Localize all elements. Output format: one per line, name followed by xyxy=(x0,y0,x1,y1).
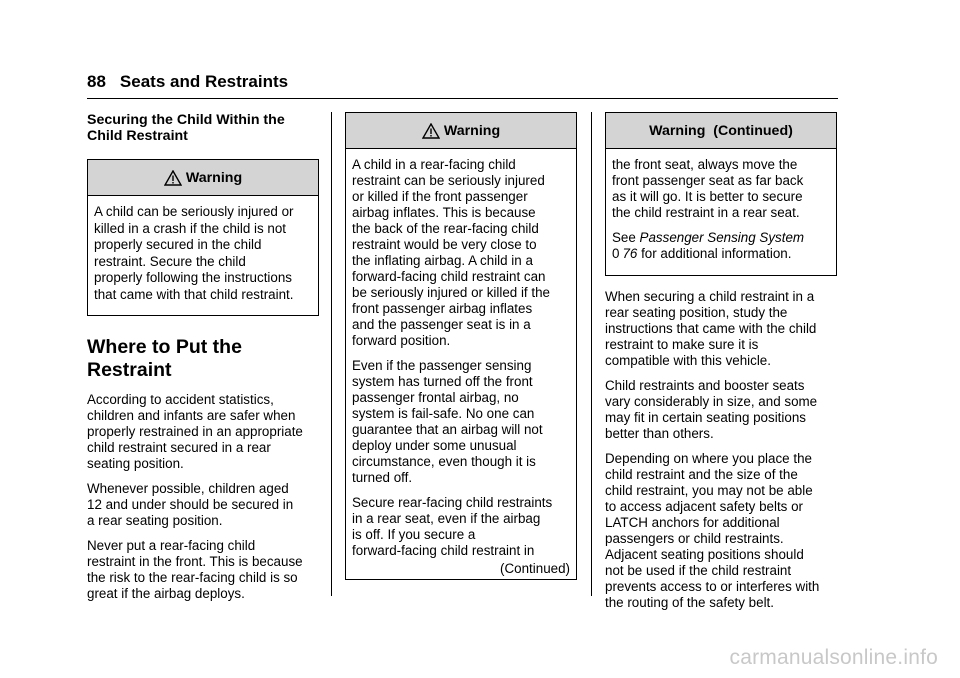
text-line: Whenever possible, children aged xyxy=(87,480,289,496)
text-line: deploy under some unusual xyxy=(352,438,517,453)
text-line: the back of the rear-facing child xyxy=(352,221,539,236)
warning-icon xyxy=(164,170,182,186)
warning-body xyxy=(88,196,318,315)
text-line: system has turned off the front xyxy=(352,374,533,389)
text-line: or killed if the front passenger xyxy=(352,189,528,204)
text-line: child restraint secured in a rear xyxy=(87,439,271,455)
text-line: to access adjacent safety belts or xyxy=(605,499,803,514)
text-line: and the passenger seat is in a xyxy=(352,317,531,332)
text-fragment: for additional information. xyxy=(637,246,792,261)
warning-box xyxy=(605,112,837,276)
text-line: Secure rear-facing child restraints xyxy=(352,495,553,510)
column-divider xyxy=(591,112,592,596)
warning-line: A child can be seriously injured or xyxy=(94,204,294,219)
header-rule xyxy=(87,98,838,99)
warning-header xyxy=(88,160,318,196)
text-line: guarantee that an airbag will not xyxy=(352,422,543,437)
warning-box xyxy=(345,112,577,580)
cross-reference[interactable]: Passenger Sensing System xyxy=(639,230,805,245)
text-line: front passenger airbag inflates xyxy=(352,301,533,316)
text-line: According to accident statistics, xyxy=(87,391,274,407)
warning-header xyxy=(606,113,836,149)
text-line: forward-facing child restraint in xyxy=(352,543,535,558)
subheading-line: Restraint xyxy=(87,358,172,381)
warning-box xyxy=(87,159,319,316)
text-line: better than others. xyxy=(605,426,714,441)
warning-title: Warning xyxy=(443,122,501,139)
page-number: 88 xyxy=(87,72,106,91)
text-line: as it will go. It is better to secure xyxy=(612,189,803,204)
paragraph xyxy=(87,481,319,529)
text-line: may fit in certain seating positions xyxy=(605,410,806,425)
text-line: LATCH anchors for additional xyxy=(605,515,780,530)
text-line: Adjacent seating positions should xyxy=(605,547,804,562)
text-line: is off. If you secure a xyxy=(352,527,476,542)
text-line: vary considerably in size, and some xyxy=(605,394,818,409)
warning-title: Warning xyxy=(185,169,243,186)
text-line: seating position. xyxy=(87,455,184,471)
text-line: be seriously injured or killed if the xyxy=(352,285,550,300)
paragraph xyxy=(352,495,570,559)
text-line: rear seating position, study the xyxy=(605,305,788,320)
text-line: instructions that came with the child xyxy=(605,321,817,336)
text-line: passengers or child restraints. xyxy=(605,531,784,546)
text-line: children and infants are safer when xyxy=(87,407,296,423)
text-line: passenger frontal airbag, no xyxy=(352,390,519,405)
paragraph xyxy=(612,157,830,221)
paragraph xyxy=(605,451,837,611)
warning-body xyxy=(606,149,836,275)
text-line: When securing a child restraint in a xyxy=(605,289,815,304)
warning-body xyxy=(346,149,576,579)
paragraph xyxy=(605,378,837,442)
warning-line: properly secured in the child xyxy=(94,237,262,253)
text-line: properly restrained in an appropriate xyxy=(87,423,303,439)
text-line: 12 and under should be secured in xyxy=(87,496,294,512)
text-line: compatible with this vehicle. xyxy=(605,353,771,368)
paragraph xyxy=(605,289,837,369)
warning-icon xyxy=(422,123,440,139)
column-1 xyxy=(87,112,319,611)
text-line: airbag inflates. This is because xyxy=(352,205,536,220)
text-line: not be used if the child restraint xyxy=(605,563,792,578)
page-reference[interactable]: 76 xyxy=(622,246,638,261)
text-line: child restraint and the size of the xyxy=(605,467,798,482)
text-line: Never put a rear-facing child xyxy=(87,537,256,553)
text-line: in a rear seat, even if the airbag xyxy=(352,511,541,526)
text-line: Child restraints and booster seats xyxy=(605,378,805,393)
text-line: forward-facing child restraint can xyxy=(352,269,546,284)
text-line: the routing of the safety belt. xyxy=(605,595,774,610)
subheading-line: Where to Put the xyxy=(87,335,242,358)
text-line: front passenger seat as far back xyxy=(612,173,804,188)
page-header xyxy=(87,72,288,92)
warning-line: restraint. Secure the child xyxy=(94,253,246,269)
section-title: Seats and Restraints xyxy=(119,72,289,91)
continued-label: (Continued) xyxy=(500,561,570,576)
text-line: restraint to make sure it is xyxy=(605,337,759,352)
warning-line: that came with that child restraint. xyxy=(94,286,294,302)
text-line: restraint would be very close to xyxy=(352,237,537,252)
column-2 xyxy=(345,112,577,580)
warning-line: properly following the instructions xyxy=(94,270,292,286)
text-line: Depending on where you place the xyxy=(605,451,812,466)
text-line: prevents access to or interferes with xyxy=(605,579,820,594)
paragraph xyxy=(352,358,570,486)
text-line: restraint in the front. This is because xyxy=(87,553,303,569)
paragraph xyxy=(87,538,319,602)
paragraph xyxy=(87,392,319,472)
page-reference-icon: 0 xyxy=(612,246,620,261)
column-3 xyxy=(605,112,837,620)
text-line: system is fail-safe. No one can xyxy=(352,406,535,421)
text-line: the inflating airbag. A child in a xyxy=(352,253,533,268)
subheading xyxy=(87,336,319,382)
text-line: child restraint, you may not be able xyxy=(605,483,813,498)
section-heading: Securing the Child Within the Child Restraint xyxy=(87,112,285,144)
text-line: forward position. xyxy=(352,333,451,348)
text-line: circumstance, even though it is xyxy=(352,454,536,469)
text-line: the front seat, always move the xyxy=(612,157,798,172)
warning-line: killed in a crash if the child is not xyxy=(94,220,287,236)
text-line: Even if the passenger sensing xyxy=(352,358,532,373)
warning-title: Warning (Continued) xyxy=(649,122,793,139)
watermark: carmanualsonline.info xyxy=(729,646,938,669)
paragraph xyxy=(352,157,570,349)
text-line: A child in a rear-facing child xyxy=(352,157,516,172)
text-line: a rear seating position. xyxy=(87,512,223,528)
reference-paragraph xyxy=(612,230,830,262)
text-line: the risk to the rear-facing child is so xyxy=(87,569,298,585)
text-line: turned off. xyxy=(352,470,413,485)
text-fragment: See xyxy=(612,230,640,245)
warning-header xyxy=(346,113,576,149)
text-line: the child restraint in a rear seat. xyxy=(612,205,800,220)
text-line: great if the airbag deploys. xyxy=(87,585,245,601)
text-line: restraint can be seriously injured xyxy=(352,173,545,188)
column-divider xyxy=(331,112,332,596)
